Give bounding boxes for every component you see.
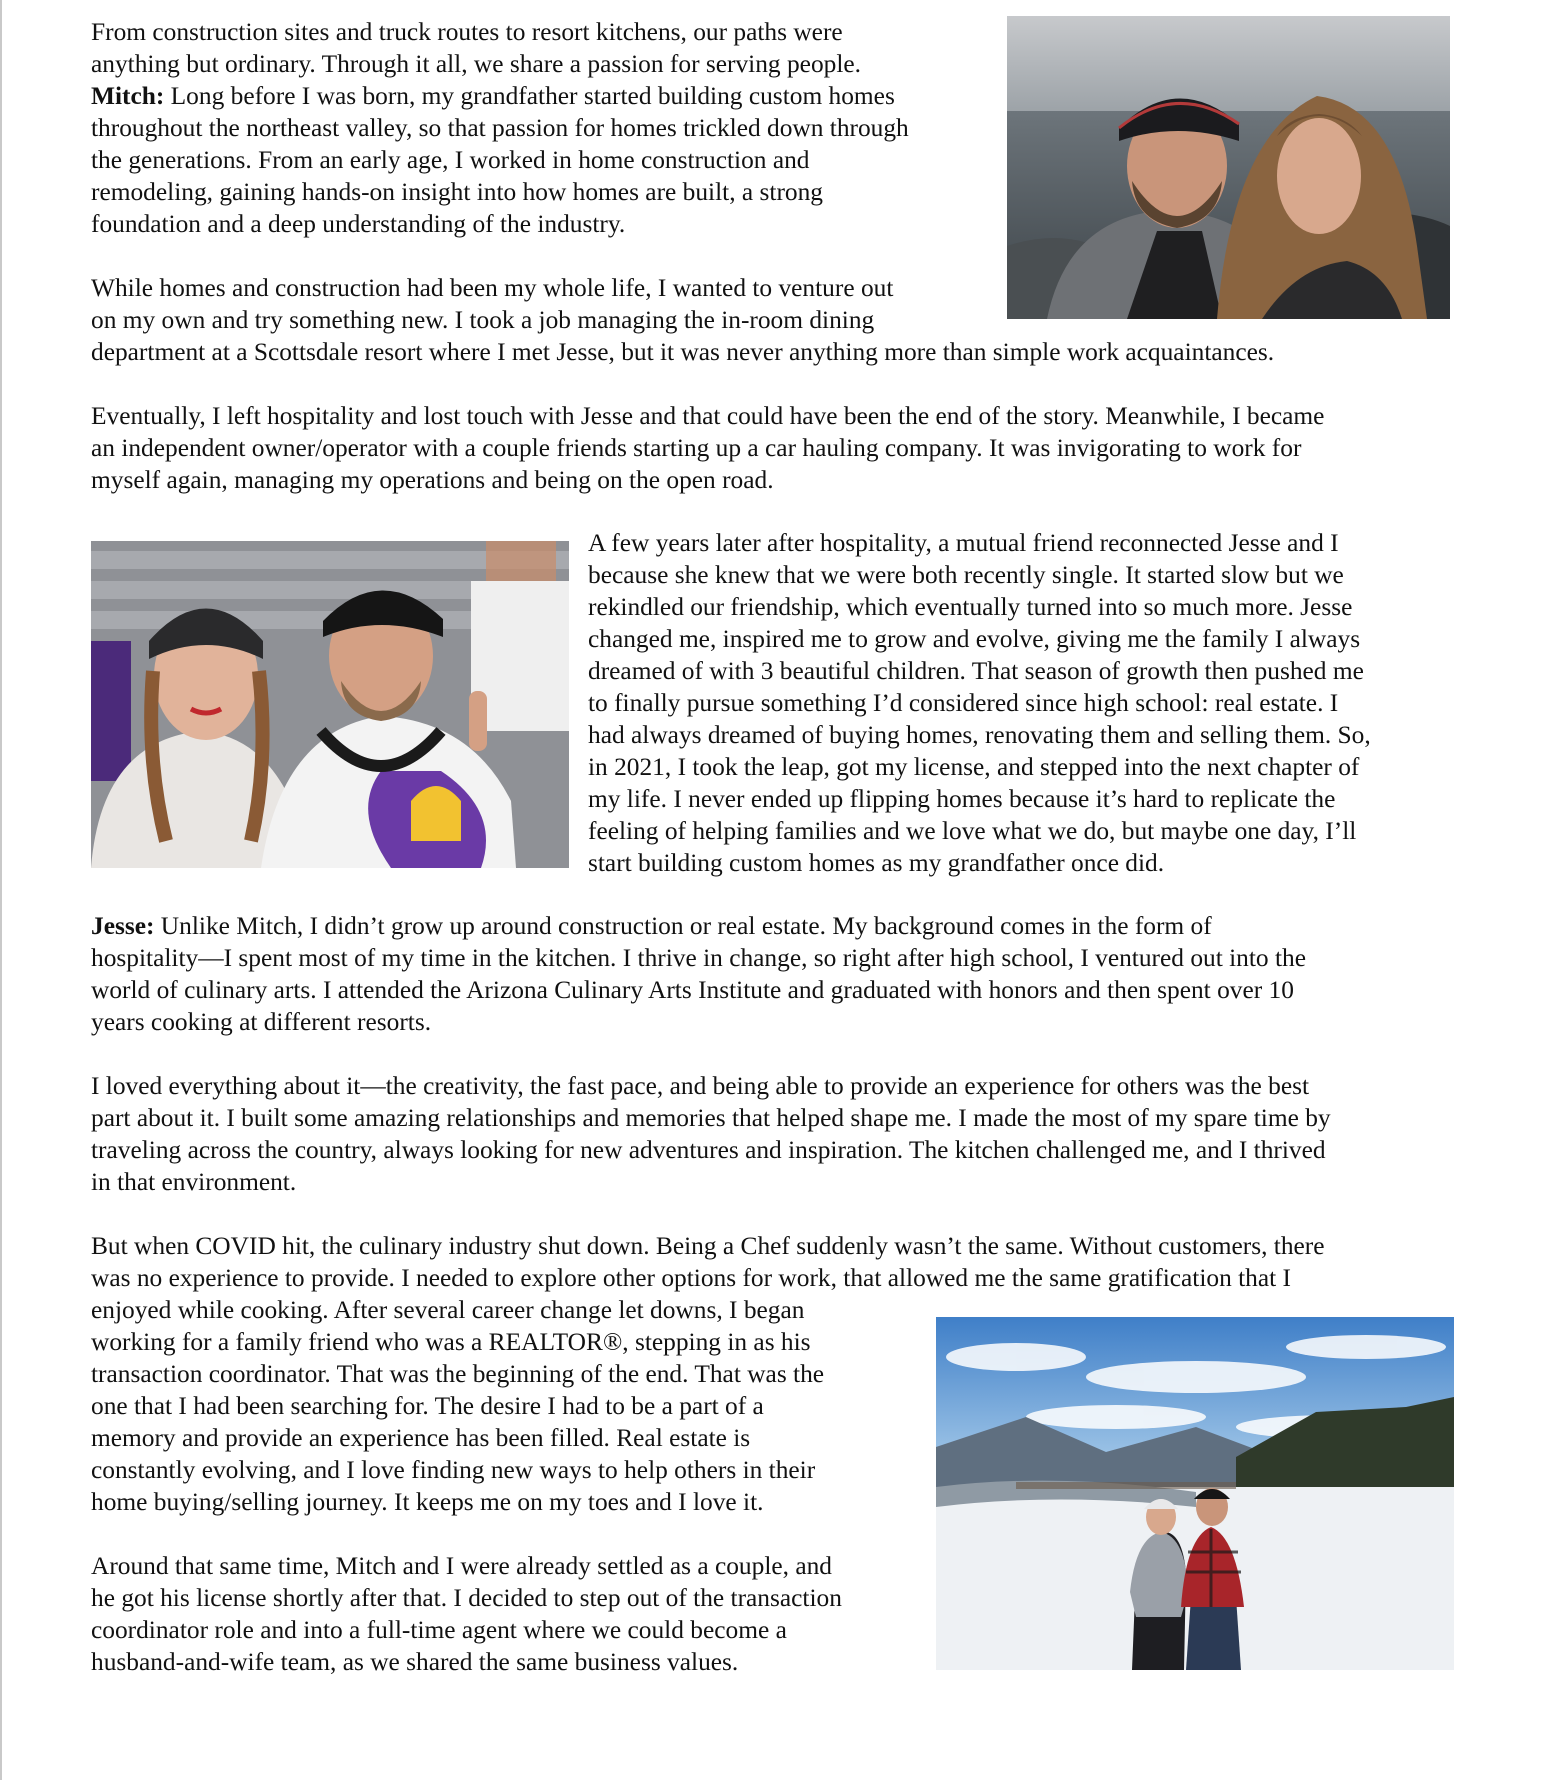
intro-line-1: From construction sites and truck routes to resort kitchens, our paths were [91,18,843,46]
jesse-p2-line-3: traveling across the country, always looking for new adventures and inspiration. The kitchen challenged me, and I thrived [91,1136,1326,1164]
jesse-p3-line-2: was no experience to provide. I needed to explore other options for work, that allowed me the same gratification that I [91,1264,1292,1292]
mitch-p3-line-3: myself again, managing my operations and being on the open road. [91,466,774,494]
mitch-p4-line-9: my life. I never ended up flipping homes because it’s hard to replicate the [588,785,1336,813]
mitch-p4-line-5: dreamed of with 3 beautiful children. That season of growth then pushed me [588,657,1364,685]
jesse-p3-line-1: But when COVID hit, the culinary industry shut down. Being a Chef suddenly wasn’t the same. Without customers, there [91,1232,1325,1260]
mitch-p1-line-5: foundation and a deep understanding of the industry. [91,210,626,238]
jesse-p3-line-6: one that I had been searching for. The desire I had to be a part of a [91,1392,764,1420]
mitch-p1-line-4: remodeling, gaining hands-on insight into how homes are built, a strong [91,178,823,206]
football-game-image [91,541,569,868]
mitch-p4-line-7: had always dreamed of buying homes, renovating them and selling them. So, [588,721,1371,749]
intro-paragraph [91,16,909,240]
jesse-p1-line-2: hospitality—I spent most of my time in the kitchen. I thrive in change, so right after high school, I ventured out into the [91,944,1306,972]
mitch-p4-line-4: changed me, inspired me to grow and evolve, giving me the family I always [588,625,1361,653]
jesse-p1-line-4: years cooking at different resorts. [91,1008,432,1036]
jesse-paragraph-2 [91,1070,1331,1198]
photo-couple-football-game [91,541,569,868]
mitch-p4-line-11: start building custom homes as my grandfather once did. [588,849,1165,877]
page-left-border [0,0,2,1780]
jesse-paragraph-4 [91,1550,842,1678]
jesse-p3-line-5: transaction coordinator. That was the beginning of the end. That was the [91,1360,825,1388]
jesse-label: Jesse: [91,912,155,940]
jesse-p1-first: Unlike Mitch, I didn’t grow up around construction or real estate. My background comes in the form of [154,912,1212,940]
snowy-mountains-image [936,1317,1454,1670]
mitch-p2-line-3: department at a Scottsdale resort where I met Jesse, but it was never anything more than simple work acquaintances. [91,338,1275,366]
jesse-intro-line [91,910,1306,942]
mitch-p1-first: Long before I was born, my grandfather started building custom homes [164,82,895,110]
jesse-p3-line-4: working for a family friend who was a REALTOR®, stepping in as his [91,1328,811,1356]
jesse-p2-line-2: part about it. I built some amazing relationships and memories that helped shape me. I made the most of my spare time by [91,1104,1331,1132]
mitch-p1-line-2: throughout the northeast valley, so that passion for homes trickled down through [91,114,909,142]
mitch-p4-line-6: to finally pursue something I’d considered since high school: real estate. I [588,689,1339,717]
mitch-paragraph-4 [588,527,1371,879]
mitch-p4-line-2: because she knew that we were both recently single. It started slow but we [588,561,1344,589]
photo-couple-snowy-mountains [936,1317,1454,1670]
mitch-p2-line-2: on my own and try something new. I took a job managing the in-room dining [91,306,875,334]
jesse-p3-line-7: memory and provide an experience has been filled. Real estate is [91,1424,751,1452]
mitch-p4-line-3: rekindled our friendship, which eventually turned into so much more. Jesse [588,593,1353,621]
mitch-p3-line-1: Eventually, I left hospitality and lost touch with Jesse and that could have been the end of the story. Meanwhile, I became [91,402,1325,430]
jesse-p2-line-4: in that environment. [91,1168,297,1196]
jesse-p3-line-3: enjoyed while cooking. After several career change let downs, I began [91,1296,805,1324]
mitch-paragraph-2 [91,272,1274,368]
mitch-p4-line-1: A few years later after hospitality, a mutual friend reconnected Jesse and I [588,529,1339,557]
mitch-p2-line-1: While homes and construction had been my whole life, I wanted to venture out [91,274,894,302]
jesse-p3-line-8: constantly evolving, and I love finding new ways to help others in their [91,1456,816,1484]
jesse-p4-line-4: husband-and-wife team, as we shared the same business values. [91,1648,739,1676]
jesse-p4-line-2: he got his license shortly after that. I decided to step out of the transaction [91,1584,842,1612]
jesse-p4-line-1: Around that same time, Mitch and I were already settled as a couple, and [91,1552,833,1580]
mitch-paragraph-3 [91,400,1324,496]
mitch-p3-line-2: an independent owner/operator with a couple friends starting up a car hauling company. It was invigorating to work for [91,434,1302,462]
jesse-p3-line-9: home buying/selling journey. It keeps me on my toes and I love it. [91,1488,764,1516]
jesse-p2-line-1: I loved everything about it—the creativity, the fast pace, and being able to provide an experience for others was the best [91,1072,1310,1100]
jesse-paragraph-1 [91,910,1306,1038]
mitch-p4-line-10: feeling of helping families and we love what we do, but maybe one day, I’ll [588,817,1357,845]
intro-line-2: anything but ordinary. Through it all, we share a passion for serving people. [91,50,861,78]
jesse-p1-line-3: world of culinary arts. I attended the Arizona Culinary Arts Institute and graduated with honors and then spent over 10 [91,976,1294,1004]
mitch-p4-line-8: in 2021, I took the leap, got my license, and stepped into the next chapter of [588,753,1360,781]
mitch-p1-line-3: the generations. From an early age, I worked in home construction and [91,146,810,174]
mitch-label: Mitch: [91,82,165,110]
mitch-intro-line [91,80,909,112]
jesse-p4-line-3: coordinator role and into a full-time agent where we could become a [91,1616,787,1644]
